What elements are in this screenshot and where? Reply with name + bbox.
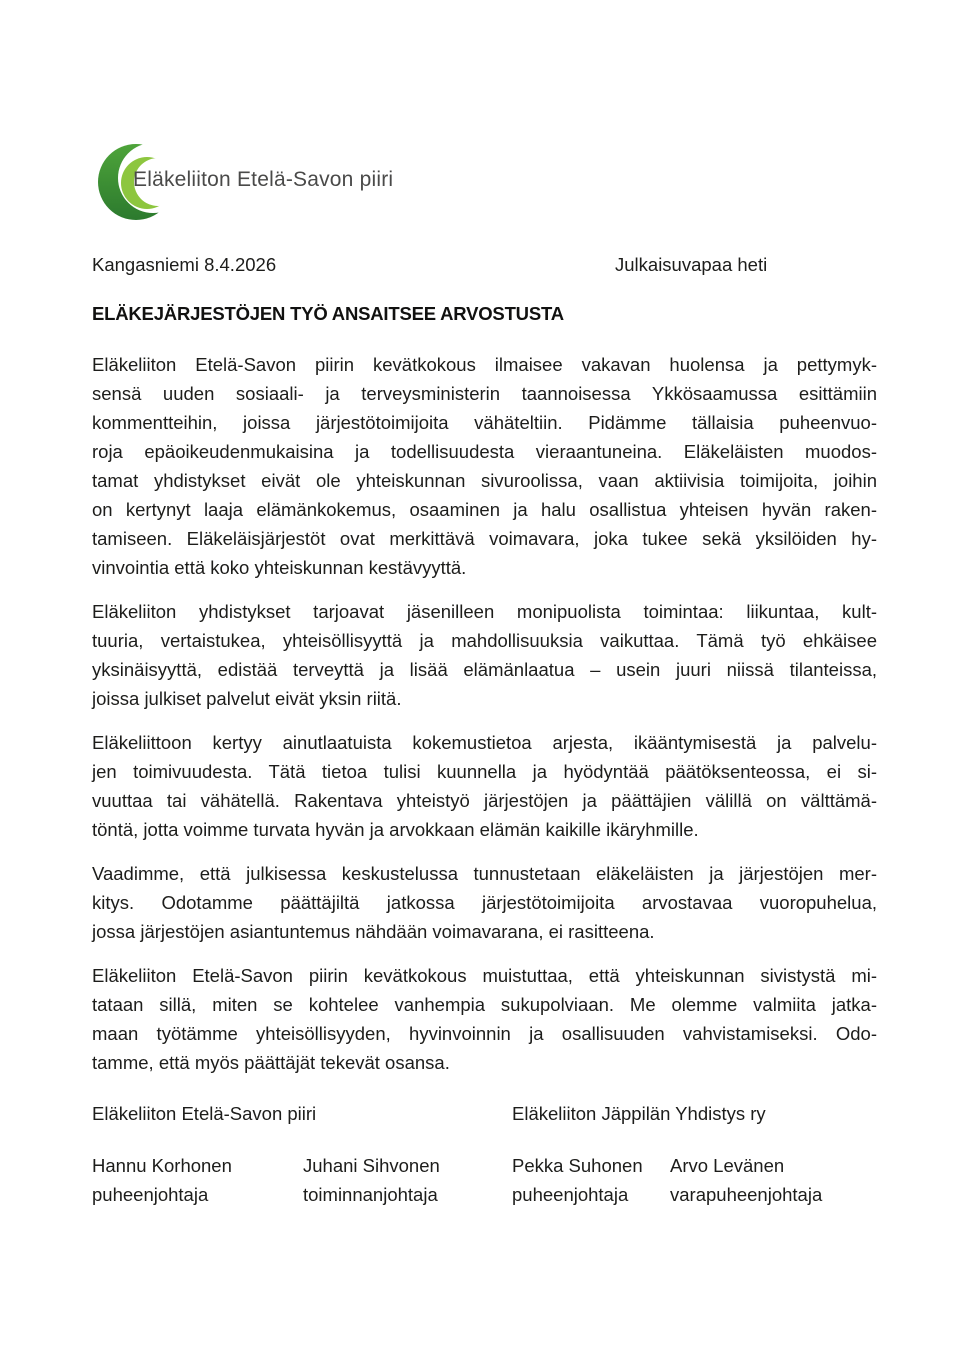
text-line: tamiseen. Eläkeläisjärjestöt ovat merkittävä voimavara, joka tukee sekä yksilöiden hy- <box>92 528 877 549</box>
dateline: Kangasniemi 8.4.2026 <box>92 254 277 275</box>
meta-row <box>92 250 877 279</box>
text-line: jossa järjestöjen asiantuntemus nähdään voimavarana, ei rasitteena. <box>92 921 655 942</box>
paragraph-4 <box>92 859 877 946</box>
person-title: puheenjohtaja <box>512 1184 629 1205</box>
text-line: vinvointia että koko yhteiskunnan kestävyyttä. <box>92 557 467 578</box>
text-line: Eläkeliiton yhdistykset tarjoavat jäsenilleen monipuolista toimintaa: liikuntaa, kult- <box>92 601 877 622</box>
release-note: Julkaisuvapaa heti <box>615 254 768 275</box>
text-line: sensä uuden sosiaali- ja terveysministerin taannoisessa Ykkösaamussa esittämiin <box>92 383 877 404</box>
text-line: tamme, että myös päättäjät tekevät osansa. <box>92 1052 450 1073</box>
text-line: on kertynyt laaja elämänkokemus, osaaminen ja halu osallistua yhteisen hyvän raken- <box>92 499 877 520</box>
text-line: kommentteihin, joissa järjestötoimijoita vähäteltiin. Pidämme tällaisia puheenvuo- <box>92 412 877 433</box>
logo-text: Eläkeliiton Etelä-Savon piiri <box>133 168 394 191</box>
paragraph-3 <box>92 728 877 844</box>
person-title: varapuheenjohtaja <box>670 1184 823 1205</box>
text-line: tuuria, vertaistukea, yhteisöllisyyttä ja mahdollisuuksia vaikuttaa. Tämä työ ehkäisee <box>92 630 877 651</box>
signature-person-1 <box>92 1151 303 1209</box>
person-name: Arvo Levänen <box>670 1155 785 1176</box>
headline: ELÄKEJÄRJESTÖJEN TYÖ ANSAITSEE ARVOSTUSTA <box>92 303 564 324</box>
body-text <box>92 350 877 1092</box>
person-title: puheenjohtaja <box>92 1184 209 1205</box>
person-title: toiminnanjohtaja <box>303 1184 438 1205</box>
signature-person-3 <box>512 1151 670 1209</box>
logo <box>95 136 415 226</box>
paragraph-2 <box>92 597 877 713</box>
text-line: tamat yhdistykset eivät ole yhteiskunnan sivuroolissa, vaan aktiivisia toimijoita, joihin <box>92 470 877 491</box>
signature-org-left: Eläkeliiton Etelä-Savon piiri <box>92 1103 317 1124</box>
text-line: tataan sillä, miten se kohtelee vanhempia sukupolviaan. Me olemme valmiita jatka- <box>92 994 877 1015</box>
signature-orgs <box>92 1099 877 1128</box>
signature-person-4 <box>670 1151 877 1209</box>
text-line: kitys. Odotamme päättäjiltä jatkossa järjestötoimijoita arvostavaa vuoropuhelua, <box>92 892 877 913</box>
text-line: Eläkeliiton Etelä-Savon piirin kevätkokous muistuttaa, että yhteiskunnan sivistystä mi- <box>92 965 877 986</box>
paragraph-5 <box>92 961 877 1077</box>
person-name: Juhani Sihvonen <box>303 1155 440 1176</box>
signature-person-2 <box>303 1151 512 1209</box>
signature-people <box>92 1151 877 1209</box>
person-name: Hannu Korhonen <box>92 1155 232 1176</box>
person-name: Pekka Suhonen <box>512 1155 643 1176</box>
text-line: jen toimivuudesta. Tätä tietoa tulisi kuunnella ja hyödyntää päätöksenteossa, ei si- <box>92 761 877 782</box>
text-line: maan työtämme yhteisöllisyyden, hyvinvoinnin ja osallisuuden vahvistamiseksi. Odo- <box>92 1023 877 1044</box>
text-line: roja epäoikeudenmukaisina ja todellisuudesta vieraantuneina. Eläkeläisten muodos- <box>92 441 877 462</box>
signature-section <box>92 1099 877 1209</box>
text-line: yksinäisyyttä, edistää terveyttä ja lisää elämänlaatua – usein juuri niissä tilanteissa, <box>92 659 877 680</box>
signature-org-right: Eläkeliiton Jäppilän Yhdistys ry <box>512 1103 766 1124</box>
text-line: Eläkeliiton Etelä-Savon piirin kevätkokous ilmaisee vakavan huolensa ja pettymyk- <box>92 354 877 375</box>
text-line: joissa julkiset palvelut eivät yksin riitä. <box>92 688 402 709</box>
text-line: Eläkeliittoon kertyy ainutlaatuista kokemustietoa arjesta, ikääntymisestä ja palvelu- <box>92 732 877 753</box>
text-line: Vaadimme, että julkisessa keskustelussa tunnustetaan eläkeläisten ja järjestöjen mer- <box>92 863 877 884</box>
text-line: töntä, jotta voimme turvata hyvän ja arvokkaan elämän kaikille ikäryhmille. <box>92 819 699 840</box>
text-line: vuuttaa tai vähätellä. Rakentava yhteistyö järjestöjen ja päättäjien välillä on välttämä- <box>92 790 877 811</box>
paragraph-1 <box>92 350 877 582</box>
